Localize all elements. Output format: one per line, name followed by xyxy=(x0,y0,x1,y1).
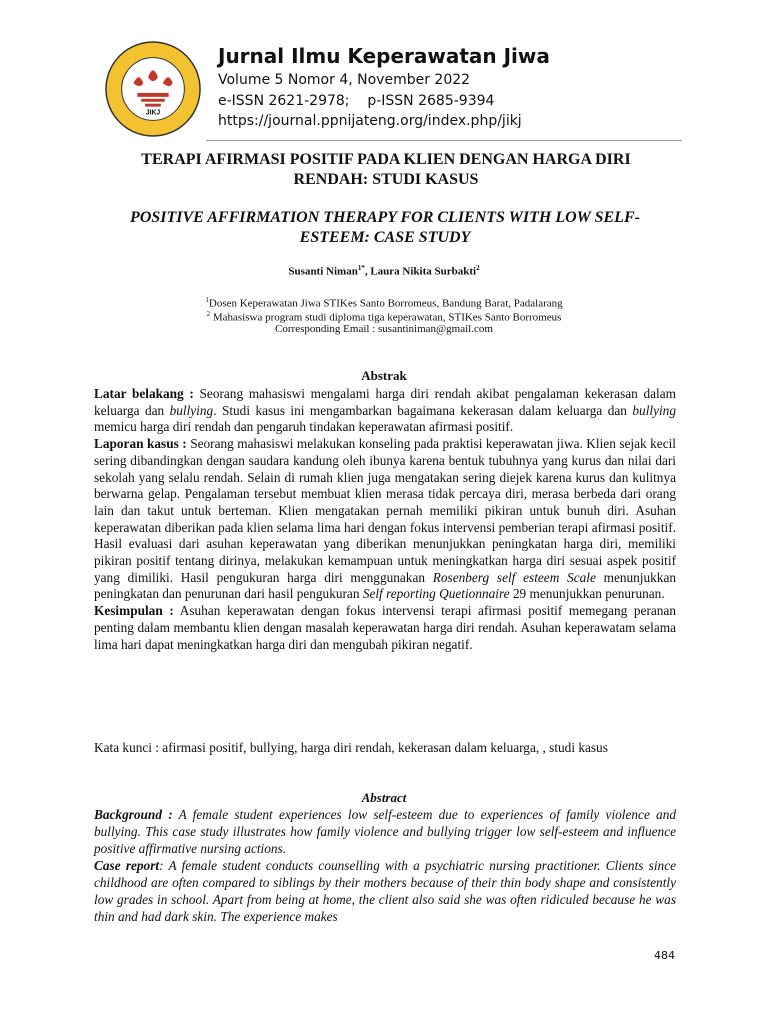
case-report-paragraph: Case report: A female student conducts counselling with a psychiatric nursing practitioner. Clients since childhood are often compared to siblings by their mothers because of their thin body shape and consistently low grades in school. Apart from being at home, the client also said she was often ridiculed because he was thin and had dark skin. The experience makes xyxy=(94,858,676,924)
abstrak-heading: Abstrak xyxy=(361,368,407,383)
abstract-body xyxy=(94,806,676,925)
laporan-kasus-paragraph: Laporan kasus : Seorang mahasiswi melakukan konseling pada praktisi keperawatan jiwa. Klien sejak kecil sering dibandingkan dengan saudara kandung oleh ibunya karena bentuk tubuhnya yang kurus dan nilai dari sekolah yang selalu rendah. Selain di rumah klien juga mengatakan sering diejek karena kurus dan kulitnya berwarna gelap. Pengalaman tersebut membuat klien merasa tidak percaya diri, merasa berbeda dari orang lain dan takut untuk berteman. Klien mengatakan pernah memiliki pikiran untuk bunuh diri. Asuhan keperawatan diberikan pada klien selama lima hari dengan fokus intervensi pemberian terapi afirmasi positif. Hasil evaluasi dari asuhan keperawatan yang diberikan menunjukkan peningkatan harga diri, memiliki pikiran positif tentang dirinya, melakukan kemampuan untuk meningkatkan harga diri sesuai aspek positif yang dimiliki. Hasil pengukuran harga diri menggunakan Rosenberg self esteem Scale menunjukkan peningkatan dan penurunan dari hasil pengukuran Self reporting Quetionnaire 29 menunjukkan penurunan. xyxy=(94,436,676,602)
eissn: e-ISSN 2621-2978; xyxy=(218,93,350,109)
author-2: Laura Nikita Surbakti xyxy=(370,265,477,278)
corresponding-email: Corresponding Email : susantiniman@gmail.com xyxy=(275,323,493,335)
journal-volume: Volume 5 Nomor 4, November 2022 xyxy=(218,72,471,88)
journal-title: Jurnal Ilmu Keperawatan Jiwa xyxy=(218,44,550,68)
abstrak-body xyxy=(94,386,676,653)
abstract-heading: Abstract xyxy=(361,790,407,805)
authors: Susanti Niman$^{1*}$, Laura Nikita Surbakti$^2$ xyxy=(288,264,480,278)
header-divider xyxy=(206,140,682,141)
author-1: Susanti Niman xyxy=(288,265,358,278)
pissn: p-ISSN 2685-9394 xyxy=(367,93,495,109)
kata-kunci: Kata kunci : afirmasi positif, bullying, harga diri rendah, kekerasan dalam keluarga, , studi kasus xyxy=(94,740,608,755)
page-number: 484 xyxy=(654,949,675,962)
kesimpulan-paragraph: Kesimpulan : Asuhan keperawatan dengan fokus intervensi terapi afirmasi positif memegang peranan penting dalam membantu klien dengan masalah keperawatan harga diri rendah. Asuhan keperawatam selama lima hari dapat meningkatkan harga diri dan mengubah pikiran negatif. xyxy=(94,603,676,652)
latar-belakang-paragraph: Latar belakang : Seorang mahasiswi mengalami harga diri rendah akibat pengalaman kekerasan dalam keluarga dan bullying. Studi kasus ini mengambarkan bagaimana kekerasan dalam keluarga dan bullying memicu harga diri rendah dan pengaruh tindakan keperawatan afirmasi positif. xyxy=(94,386,676,435)
affiliation-1: $^1$Dosen Keperawatan Jiwa STIKes Santo Borromeus, Bandung Barat, Padalarang xyxy=(205,296,563,310)
paper-title-indonesian: TERAPI AFIRMASI POSITIF PADA KLIEN DENGAN HARGA DIRI RENDAH: STUDI KASUS xyxy=(141,151,631,188)
logo-abbr: JIKJ xyxy=(145,109,161,117)
journal-issn xyxy=(218,93,494,109)
paper-title-english: POSITIVE AFFIRMATION THERAPY FOR CLIENTS WITH LOW SELF- ESTEEM: CASE STUDY xyxy=(130,209,640,246)
affiliation-2: $^2$ Mahasiswa program studi diploma tiga keperawatan, STIKes Santo Borromeus xyxy=(206,310,562,324)
journal-url[interactable]: https://journal.ppnijateng.org/index.php/jikj xyxy=(218,113,522,129)
journal-header xyxy=(0,0,768,140)
background-paragraph: Background : A female student experiences low self-esteem due to experiences of family violence and bullying. This case study illustrates how family violence and bullying trigger low self-esteem and influence positive affirmative nursing actions. xyxy=(94,807,676,856)
journal-logo xyxy=(104,40,202,138)
